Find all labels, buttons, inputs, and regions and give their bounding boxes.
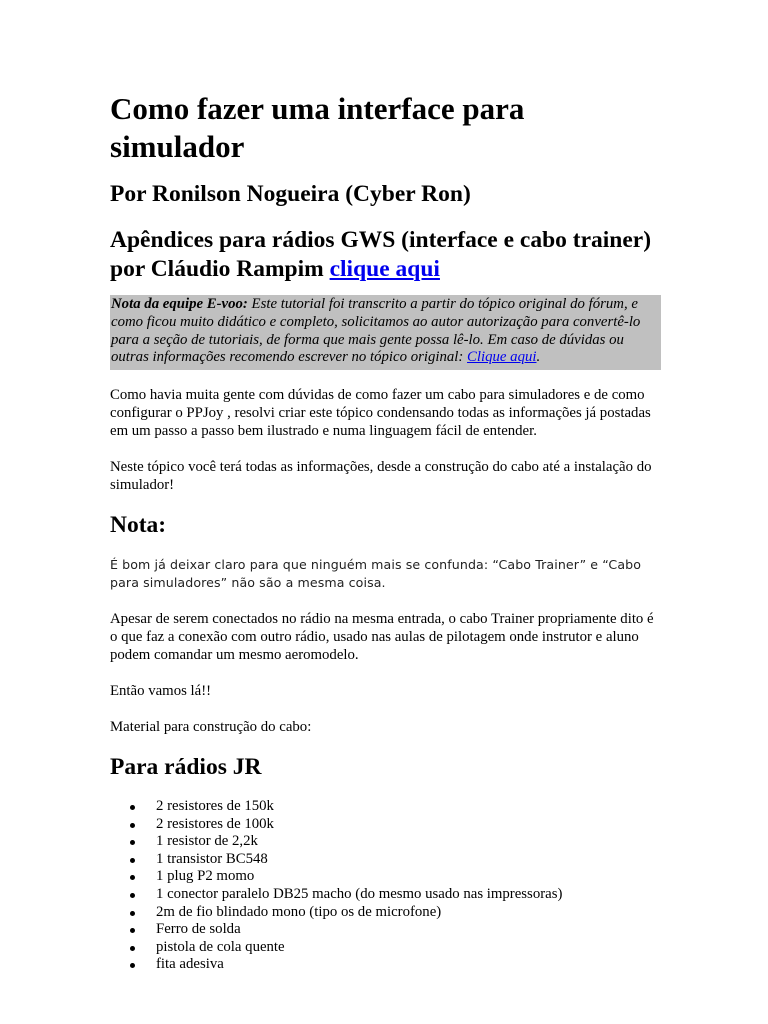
jr-heading: Para rádios JR: [110, 754, 262, 780]
list-item: Ferro de solda: [156, 921, 562, 939]
list-item: 2 resistores de 150k: [156, 798, 562, 816]
list-item: 1 resistor de 2,2k: [156, 833, 562, 851]
list-item: 1 conector paralelo DB25 macho (do mesmo usado nas impressoras): [156, 886, 562, 904]
page-title: Como fazer uma interface para simulador: [110, 91, 525, 164]
warning-paragraph: É bom já deixar claro para que ninguém mais se confunda: “Cabo Trainer” e “Cabo para simuladores” não são a mesma coisa.: [110, 557, 642, 590]
bullet-icon: [130, 928, 135, 933]
bullet-icon: [130, 823, 135, 828]
bullet-icon: [130, 875, 135, 880]
note-label: Nota da equipe E-voo:: [111, 296, 248, 312]
list-item: 1 transistor BC548: [156, 851, 562, 869]
note-link[interactable]: Clique aqui: [467, 349, 537, 366]
appendix-heading: [110, 226, 670, 284]
list-item: 2m de fio blindado mono (tipo os de microfone): [156, 904, 562, 922]
bullet-icon: [130, 946, 135, 951]
bullet-icon: [130, 893, 135, 898]
editor-note: [110, 295, 661, 370]
bullet-icon: [130, 858, 135, 863]
appendix-link[interactable]: clique aqui: [329, 256, 440, 282]
bullet-icon: [130, 963, 135, 968]
appendix-text: Apêndices para rádios GWS (interface e cabo trainer) por Cláudio Rampim: [110, 227, 652, 282]
lets-go-paragraph: Então vamos lá!!: [110, 683, 212, 699]
author-heading: Por Ronilson Nogueira (Cyber Ron): [110, 181, 471, 207]
materials-list: [110, 798, 562, 974]
note-end: .: [536, 349, 541, 366]
intro-paragraph: Como havia muita gente com dúvidas de como fazer um cabo para simuladores e de como configurar o PPJoy , resolvi criar este tópico condensando todas as informações já postadas em um passo a passo bem ilustrado e numa linguagem fácil de entender.: [110, 387, 651, 439]
note-text: Este tutorial foi transcrito a partir do tópico original do fórum, e como ficou muito didático e completo, solicitamos ao autor autorização para convertê-lo para a seção de tutoriais, de forma que mais gente possa lê-lo. Em caso de dúvidas ou outras informações recomendo escrever no tópico original:: [111, 296, 641, 366]
bullet-icon: [130, 805, 135, 810]
scope-paragraph: Neste tópico você terá todas as informações, desde a construção do cabo até a instalação do simulador!: [110, 459, 652, 493]
list-item: fita adesiva: [156, 956, 562, 974]
list-item: 1 plug P2 momo: [156, 868, 562, 886]
bullet-icon: [130, 911, 135, 916]
nota-heading: Nota:: [110, 512, 167, 538]
bullet-icon: [130, 840, 135, 845]
list-item: 2 resistores de 100k: [156, 816, 562, 834]
material-intro-paragraph: Material para construção do cabo:: [110, 719, 312, 735]
list-item: pistola de cola quente: [156, 939, 562, 957]
trainer-paragraph: Apesar de serem conectados no rádio na mesma entrada, o cabo Trainer propriamente dito é o que faz a conexão com outro rádio, usado nas aulas de pilotagem onde instrutor e aluno podem comandar um mesmo aeromodelo.: [110, 611, 654, 663]
